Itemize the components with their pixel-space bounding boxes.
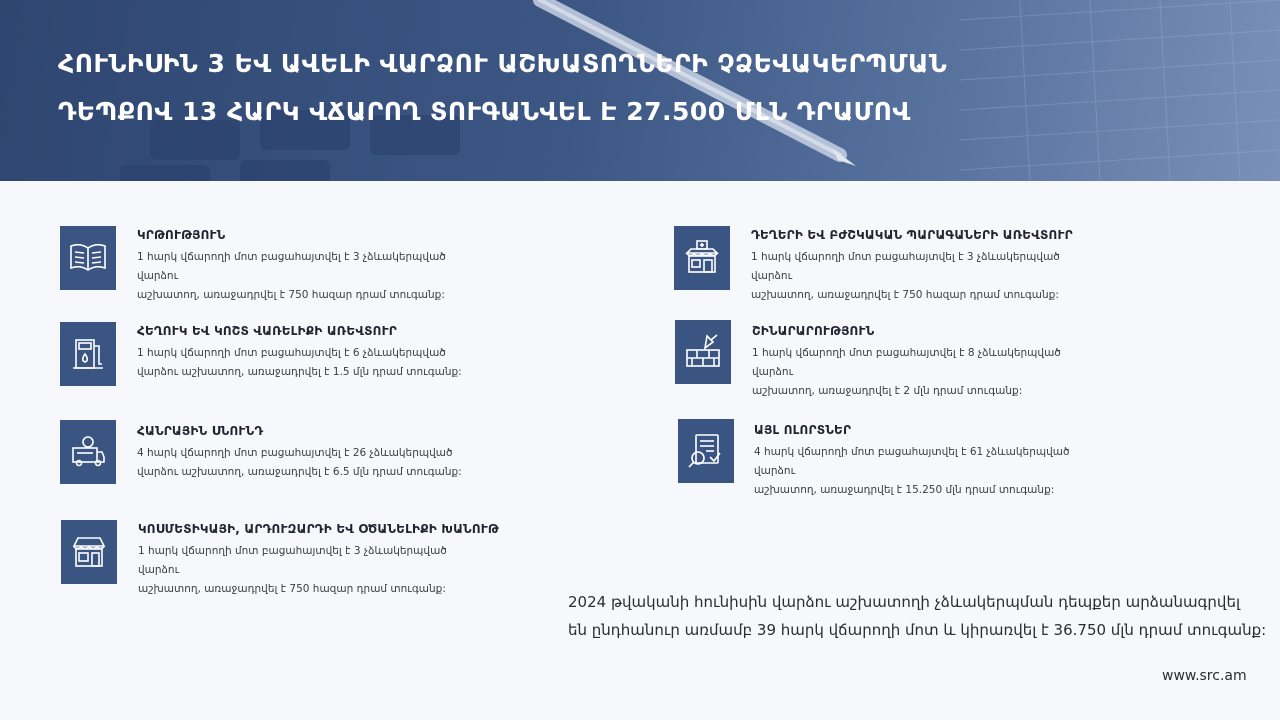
website-link[interactable]: www.src.am <box>1162 668 1247 684</box>
summary-line-2: են ընդհանուր առմամբ 39 հարկ վճարողի մոտ և կիրառվել է 36.750 մլն դրամ տուգանք: <box>568 621 1267 639</box>
sector-desc-line: 1 հարկ վճարողի մոտ բացահայտվել է 3 չձևակերպված վարձու <box>138 545 447 576</box>
sector-description <box>752 344 1092 401</box>
header-banner <box>0 0 1280 181</box>
shop-icon <box>61 520 117 584</box>
document-search-icon <box>678 419 734 483</box>
sector-title: ՀԱՆՐԱՅԻՆ ՍՆՈՒՆԴ <box>137 424 264 438</box>
sector-desc-line: 1 հարկ վճարողի մոտ բացահայտվել է 3 չձևակերպված վարձու <box>137 251 446 282</box>
sector-title: ՇԻՆԱՐԱՐՈՒԹՅՈՒՆ <box>752 324 875 338</box>
sector-description <box>751 248 1091 305</box>
sector-desc-line: 4 հարկ վճարողի մոտ բացահայտվել է 61 չձևակերպված վարձու <box>754 446 1070 477</box>
page-title <box>58 40 958 136</box>
sector-desc-line: աշխատող, առաջադրվել է 750 հազար դրամ տուգանք: <box>751 289 1059 301</box>
food-truck-icon <box>60 420 116 484</box>
book-icon <box>60 226 116 290</box>
sector-description <box>138 542 478 599</box>
sector-title: ԴԵՂԵՐԻ ԵՎ ԲԺՇԿԱԿԱՆ ՊԱՐԱԳԱՆԵՐԻ ԱՌԵՎՏՈՒՐ <box>751 228 1073 242</box>
sector-description <box>137 444 477 482</box>
title-line-2: ԴԵՊՔՈՎ 13 ՀԱՐԿ ՎՃԱՐՈՂ ՏՈՒԳԱՆՎԵԼ Է 27.500 ՄԼՆ ԴՐԱՄՈՎ <box>58 97 911 126</box>
fuel-pump-icon <box>60 322 116 386</box>
sector-description <box>754 443 1094 500</box>
sector-desc-line: 4 հարկ վճարողի մոտ բացահայտվել է 26 չձևակերպված <box>137 447 453 459</box>
summary-text <box>568 588 1268 644</box>
sector-desc-line: աշխատող, առաջադրվել է 15.250 մլն դրամ տուգանք: <box>754 484 1055 496</box>
sector-desc-line: 1 հարկ վճարողի մոտ բացահայտվել է 6 չձևակերպված <box>137 347 446 359</box>
sector-desc-line: աշխատող, առաջադրվել է 750 հազար դրամ տուգանք: <box>138 583 446 595</box>
sector-description <box>137 344 477 382</box>
sector-desc-line: 1 հարկ վճարողի մոտ բացահայտվել է 8 չձևակերպված վարձու <box>752 347 1061 378</box>
brick-wall-icon <box>675 320 731 384</box>
sector-desc-line: աշխատող, առաջադրվել է 2 մլն դրամ տուգանք: <box>752 385 1023 397</box>
sector-title: ԿՈՍՄԵՏԻԿԱՅԻ, ԱՐԴՈՒԶԱՐԴԻ ԵՎ ՕԾԱՆԵԼԻՔԻ ԽԱՆՈՒԹ <box>138 522 499 536</box>
sector-desc-line: աշխատող, առաջադրվել է 750 հազար դրամ տուգանք: <box>137 289 445 301</box>
sector-title: ԿՐԹՈՒԹՅՈՒՆ <box>137 228 226 242</box>
sector-title: ԱՅԼ ՈԼՈՐՏՆԵՐ <box>754 423 852 437</box>
summary-line-1: 2024 թվականի հունիսին վարձու աշխատողի չձևակերպման դեպքեր արձանագրվել <box>568 593 1241 611</box>
sector-desc-line: 1 հարկ վճարողի մոտ բացահայտվել է 3 չձևակերպված վարձու <box>751 251 1060 282</box>
pharmacy-icon <box>674 226 730 290</box>
sector-description <box>137 248 477 305</box>
sector-desc-line: վարձու աշխատող, առաջադրվել է 1.5 մլն դրամ տուգանք: <box>137 366 462 378</box>
sector-desc-line: վարձու աշխատող, առաջադրվել է 6.5 մլն դրամ տուգանք: <box>137 466 462 478</box>
sector-title: ՀԵՂՈՒԿ ԵՎ ԿՈՇՏ ՎԱՌԵԼԻՔԻ ԱՌԵՎՏՈՒՐ <box>137 324 397 338</box>
title-line-1: ՀՈՒՆԻՍԻՆ 3 ԵՎ ԱՎԵԼԻ ՎԱՐՁՈՒ ԱՇԽԱՏՈՂՆԵՐԻ ՉՁԵՎԱԿԵՐՊՄԱՆ <box>58 49 948 78</box>
